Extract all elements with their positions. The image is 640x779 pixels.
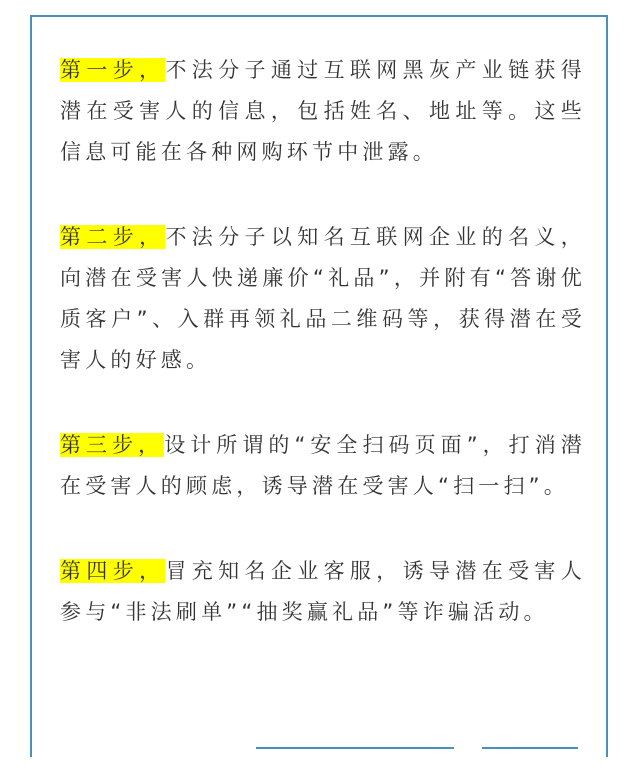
step-paragraph-3 [60,425,586,507]
step-label-highlight: 第二步， [60,225,166,249]
steps-content [60,50,586,633]
step-label-highlight: 第一步， [60,58,166,82]
step-paragraph-2 [60,217,586,381]
step-label-highlight: 第三步， [60,433,165,457]
step-paragraph-1 [60,50,586,173]
step-text: 冒充知名企业客服，诱导潜在受害人参与“非法刷单”“抽奖赢礼品”等诈骗活动。 [60,559,586,624]
step-text: 设计所谓的“安全扫码页面”，打消潜在受害人的顾虑，诱导潜在受害人“扫一扫”。 [60,433,586,498]
step-text: 不法分子通过互联网黑灰产业链获得潜在受害人的信息，包括姓名、地址等。这些信息可能在各种网购环节中泄露。 [60,58,586,164]
bottom-border-segment-right [482,747,578,749]
step-text: 不法分子以知名互联网企业的名义，向潜在受害人快递廉价“礼品”，并附有“答谢优质客户”、入群再领礼品二维码等，获得潜在受害人的好感。 [60,225,586,372]
step-paragraph-4 [60,551,586,633]
bottom-border-segment-left [256,747,454,749]
step-label-highlight: 第四步， [60,559,166,583]
